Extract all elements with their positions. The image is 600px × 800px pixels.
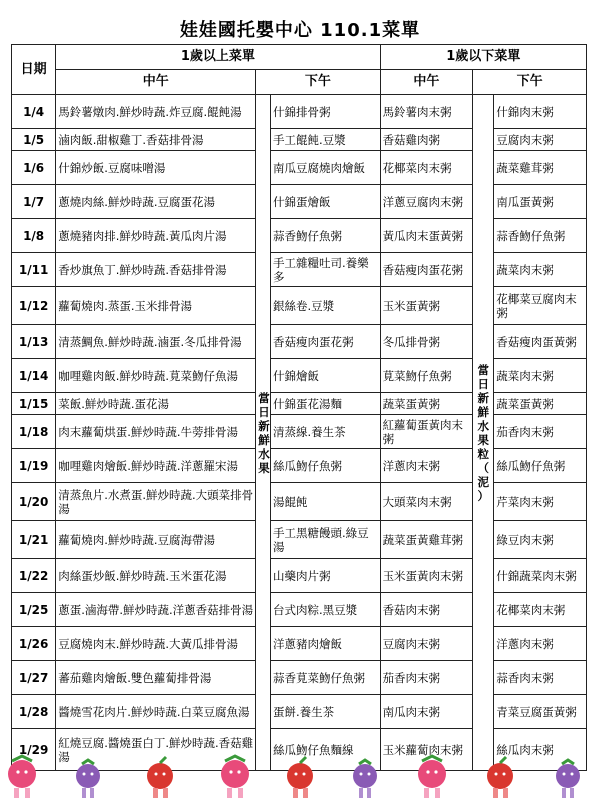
under-1-lunch-cell: 蔬菜蛋黃雞茸粥 <box>380 521 473 559</box>
menu-row <box>12 359 587 393</box>
under-1-lunch-cell: 茄香肉末粥 <box>380 661 473 695</box>
date-cell: 1/15 <box>12 393 56 415</box>
over-1-lunch-cell: 紅燒豆腐.醬燒蛋白丁.鮮炒時蔬.香菇雞湯 <box>56 729 256 771</box>
over-1-lunch-cell: 蘿蔔燒肉.鮮炒時蔬.豆腐海帶湯 <box>56 521 256 559</box>
over-1-lunch-cell: 蘿蔔燒肉.蒸蛋.玉米排骨湯 <box>56 287 256 325</box>
over-1-afternoon-cell: 什錦蛋燴飯 <box>271 185 381 219</box>
under-1-afternoon-cell: 綠豆肉末粥 <box>494 521 587 559</box>
over-1-lunch-cell: 菜飯.鮮炒時蔬.蛋花湯 <box>56 393 256 415</box>
menu-row <box>12 287 587 325</box>
over-1-afternoon-cell: 絲瓜魩仔魚粥 <box>271 449 381 483</box>
under-1-afternoon-cell: 絲瓜肉末粥 <box>494 729 587 771</box>
menu-row <box>12 253 587 287</box>
date-cell: 1/4 <box>12 95 56 129</box>
menu-row <box>12 415 587 449</box>
menu-row <box>12 661 587 695</box>
over-1-lunch-cell: 咖哩雞肉飯.鮮炒時蔬.莧菜魩仔魚湯 <box>56 359 256 393</box>
over-1-afternoon-cell: 山藥肉片粥 <box>271 559 381 593</box>
under-1-afternoon-cell: 什錦蔬菜肉末粥 <box>494 559 587 593</box>
apple-character-icon <box>147 757 173 798</box>
under-1-lunch-cell: 黃瓜肉末蛋黃粥 <box>380 219 473 253</box>
over-1-afternoon-cell: 台式肉粽.黑豆漿 <box>271 593 381 627</box>
over-1-lunch-header: 中午 <box>56 70 256 95</box>
under-1-lunch-cell: 馬鈴薯肉末粥 <box>380 95 473 129</box>
over-1-afternoon-cell: 手工雜糧吐司.養樂多 <box>271 253 381 287</box>
over-1-lunch-cell: 豆腐燒肉末.鮮炒時蔬.大黃瓜排骨湯 <box>56 627 256 661</box>
over-1-afternoon-cell: 洋蔥豬肉燴飯 <box>271 627 381 661</box>
over-1-afternoon-cell: 什錦蛋花湯麵 <box>271 393 381 415</box>
menu-row <box>12 151 587 185</box>
date-cell: 1/11 <box>12 253 56 287</box>
under-1-menu-header: 1歲以下菜單 <box>380 45 586 70</box>
over-1-afternoon-cell: 什錦排骨粥 <box>271 95 381 129</box>
under-1-lunch-cell: 玉米蘿蔔肉末粥 <box>380 729 473 771</box>
under-1-afternoon-cell: 絲瓜魩仔魚粥 <box>494 449 587 483</box>
over-1-lunch-cell: 清蒸鯛魚.鮮炒時蔬.滷蛋.冬瓜排骨湯 <box>56 325 256 359</box>
menu-row <box>12 325 587 359</box>
date-cell: 1/18 <box>12 415 56 449</box>
menu-table <box>11 44 587 771</box>
over-1-lunch-cell: 蔥燒豬肉排.鮮炒時蔬.黃瓜肉片湯 <box>56 219 256 253</box>
under-1-afternoon-header: 下午 <box>473 70 587 95</box>
under-1-lunch-cell: 玉米蛋黃肉末粥 <box>380 559 473 593</box>
strawberry-character-icon <box>8 756 36 798</box>
under-1-lunch-cell: 紅蘿蔔蛋黃肉末粥 <box>380 415 473 449</box>
grape-character-icon <box>556 760 580 798</box>
over-1-afternoon-cell: 蒜香魩仔魚粥 <box>271 219 381 253</box>
over-1-lunch-cell: 馬鈴薯燉肉.鮮炒時蔬.炸豆腐.餛飩湯 <box>56 95 256 129</box>
over-1-lunch-cell: 肉末蘿蔔烘蛋.鮮炒時蔬.牛蒡排骨湯 <box>56 415 256 449</box>
under-1-afternoon-cell: 芹菜肉末粥 <box>494 483 587 521</box>
over-1-lunch-cell: 肉絲蛋炒飯.鮮炒時蔬.玉米蛋花湯 <box>56 559 256 593</box>
date-cell: 1/12 <box>12 287 56 325</box>
menu-row <box>12 593 587 627</box>
under-1-afternoon-cell: 茄香肉末粥 <box>494 415 587 449</box>
over-1-afternoon-cell: 絲瓜魩仔魚麵線 <box>271 729 381 771</box>
date-cell: 1/25 <box>12 593 56 627</box>
over-1-afternoon-cell: 蒜香莧菜魩仔魚粥 <box>271 661 381 695</box>
menu-row <box>12 695 587 729</box>
date-cell: 1/28 <box>12 695 56 729</box>
under-1-lunch-cell: 香菇瘦肉蛋花粥 <box>380 253 473 287</box>
date-cell: 1/6 <box>12 151 56 185</box>
over-1-afternoon-cell: 什錦燴飯 <box>271 359 381 393</box>
under-1-lunch-cell: 豆腐肉末粥 <box>380 627 473 661</box>
grape-character-icon <box>76 760 100 798</box>
under-1-lunch-cell: 香菇雞肉粥 <box>380 129 473 151</box>
under-1-lunch-cell: 玉米蛋黃粥 <box>380 287 473 325</box>
date-cell: 1/8 <box>12 219 56 253</box>
date-cell: 1/14 <box>12 359 56 393</box>
under-1-afternoon-cell: 蔬菜雞茸粥 <box>494 151 587 185</box>
strawberry-character-icon <box>418 756 446 798</box>
under-1-afternoon-cell: 蒜香肉末粥 <box>494 661 587 695</box>
date-cell: 1/19 <box>12 449 56 483</box>
under-1-lunch-cell: 洋蔥豆腐肉末粥 <box>380 185 473 219</box>
over-1-lunch-cell: 什錦炒飯.豆腐味噌湯 <box>56 151 256 185</box>
under-1-lunch-cell: 冬瓜排骨粥 <box>380 325 473 359</box>
over-1-afternoon-cell: 香菇瘦肉蛋花粥 <box>271 325 381 359</box>
date-cell: 1/26 <box>12 627 56 661</box>
menu-row <box>12 559 587 593</box>
under-1-lunch-cell: 南瓜肉末粥 <box>380 695 473 729</box>
over-1-lunch-cell: 蔥蛋.滷海帶.鮮炒時蔬.洋蔥香菇排骨湯 <box>56 593 256 627</box>
menu-row <box>12 449 587 483</box>
grape-character-icon <box>353 760 377 798</box>
over-1-afternoon-cell: 蛋餅.養生茶 <box>271 695 381 729</box>
menu-row <box>12 483 587 521</box>
date-cell: 1/22 <box>12 559 56 593</box>
under-1-afternoon-cell: 蔬菜蛋黃粥 <box>494 393 587 415</box>
date-header: 日期 <box>12 45 56 95</box>
date-cell: 1/20 <box>12 483 56 521</box>
under-1-lunch-cell: 蔬菜蛋黃粥 <box>380 393 473 415</box>
footer-characters-decoration <box>0 752 600 800</box>
over-1-lunch-cell: 滷肉飯.甜椒雞丁.香菇排骨湯 <box>56 129 256 151</box>
under-1-lunch-header: 中午 <box>380 70 473 95</box>
menu-row <box>12 219 587 253</box>
under-1-afternoon-cell: 花椰菜肉末粥 <box>494 593 587 627</box>
over-1-fruit-note: 當 日 新 鮮 水 果 <box>256 95 271 771</box>
under-1-afternoon-cell: 什錦肉末粥 <box>494 95 587 129</box>
date-cell: 1/21 <box>12 521 56 559</box>
over-1-afternoon-cell: 銀絲卷.豆漿 <box>271 287 381 325</box>
over-1-afternoon-cell: 南瓜豆腐燒肉燴飯 <box>271 151 381 185</box>
under-1-afternoon-cell: 豆腐肉末粥 <box>494 129 587 151</box>
over-1-lunch-cell: 蕃茄雞肉燴飯.雙色蘿蔔排骨湯 <box>56 661 256 695</box>
over-1-afternoon-cell: 湯餛飩 <box>271 483 381 521</box>
over-1-afternoon-header: 下午 <box>256 70 380 95</box>
under-1-lunch-cell: 洋蔥肉末粥 <box>380 449 473 483</box>
menu-row <box>12 129 587 151</box>
over-1-menu-header: 1歲以上菜單 <box>56 45 380 70</box>
under-1-lunch-cell: 香菇肉末粥 <box>380 593 473 627</box>
over-1-lunch-cell: 醬燒雪花肉片.鮮炒時蔬.白菜豆腐魚湯 <box>56 695 256 729</box>
date-cell: 1/13 <box>12 325 56 359</box>
page-title: 娃娃國托嬰中心 110.1菜單 <box>179 20 421 41</box>
over-1-lunch-cell: 咖哩雞肉燴飯.鮮炒時蔬.洋蔥羅宋湯 <box>56 449 256 483</box>
menu-row <box>12 95 587 129</box>
date-cell: 1/7 <box>12 185 56 219</box>
menu-row <box>12 185 587 219</box>
over-1-lunch-cell: 清蒸魚片.水煮蛋.鮮炒時蔬.大頭菜排骨湯 <box>56 483 256 521</box>
under-1-afternoon-cell: 香菇瘦肉蛋黃粥 <box>494 325 587 359</box>
under-1-lunch-cell: 花椰菜肉末粥 <box>380 151 473 185</box>
under-1-afternoon-cell: 蔬菜肉末粥 <box>494 359 587 393</box>
over-1-afternoon-cell: 清蒸線.養生茶 <box>271 415 381 449</box>
under-1-afternoon-cell: 青菜豆腐蛋黃粥 <box>494 695 587 729</box>
under-1-lunch-cell: 大頭菜肉末粥 <box>380 483 473 521</box>
menu-row <box>12 393 587 415</box>
apple-character-icon <box>487 757 513 798</box>
date-cell: 1/29 <box>12 729 56 771</box>
under-1-lunch-cell: 莧菜魩仔魚粥 <box>380 359 473 393</box>
over-1-afternoon-cell: 手工黑糖饅頭.綠豆湯 <box>271 521 381 559</box>
under-1-afternoon-cell: 蔬菜肉末粥 <box>494 253 587 287</box>
menu-row <box>12 521 587 559</box>
date-cell: 1/27 <box>12 661 56 695</box>
over-1-afternoon-cell: 手工餛飩.豆漿 <box>271 129 381 151</box>
menu-body <box>12 95 587 771</box>
apple-character-icon <box>287 757 313 798</box>
under-1-afternoon-cell: 南瓜蛋黃粥 <box>494 185 587 219</box>
under-1-afternoon-cell: 蒜香魩仔魚粥 <box>494 219 587 253</box>
over-1-lunch-cell: 香炒旗魚丁.鮮炒時蔬.香菇排骨湯 <box>56 253 256 287</box>
strawberry-character-icon <box>221 756 249 798</box>
over-1-lunch-cell: 蔥燒肉絲.鮮炒時蔬.豆腐蛋花湯 <box>56 185 256 219</box>
date-cell: 1/5 <box>12 129 56 151</box>
under-1-afternoon-cell: 花椰菜豆腐肉末粥 <box>494 287 587 325</box>
under-1-fruit-note: 當 日 新 鮮 水 果 粒 （ 泥 ） <box>473 95 494 771</box>
under-1-afternoon-cell: 洋蔥肉末粥 <box>494 627 587 661</box>
menu-row <box>12 627 587 661</box>
